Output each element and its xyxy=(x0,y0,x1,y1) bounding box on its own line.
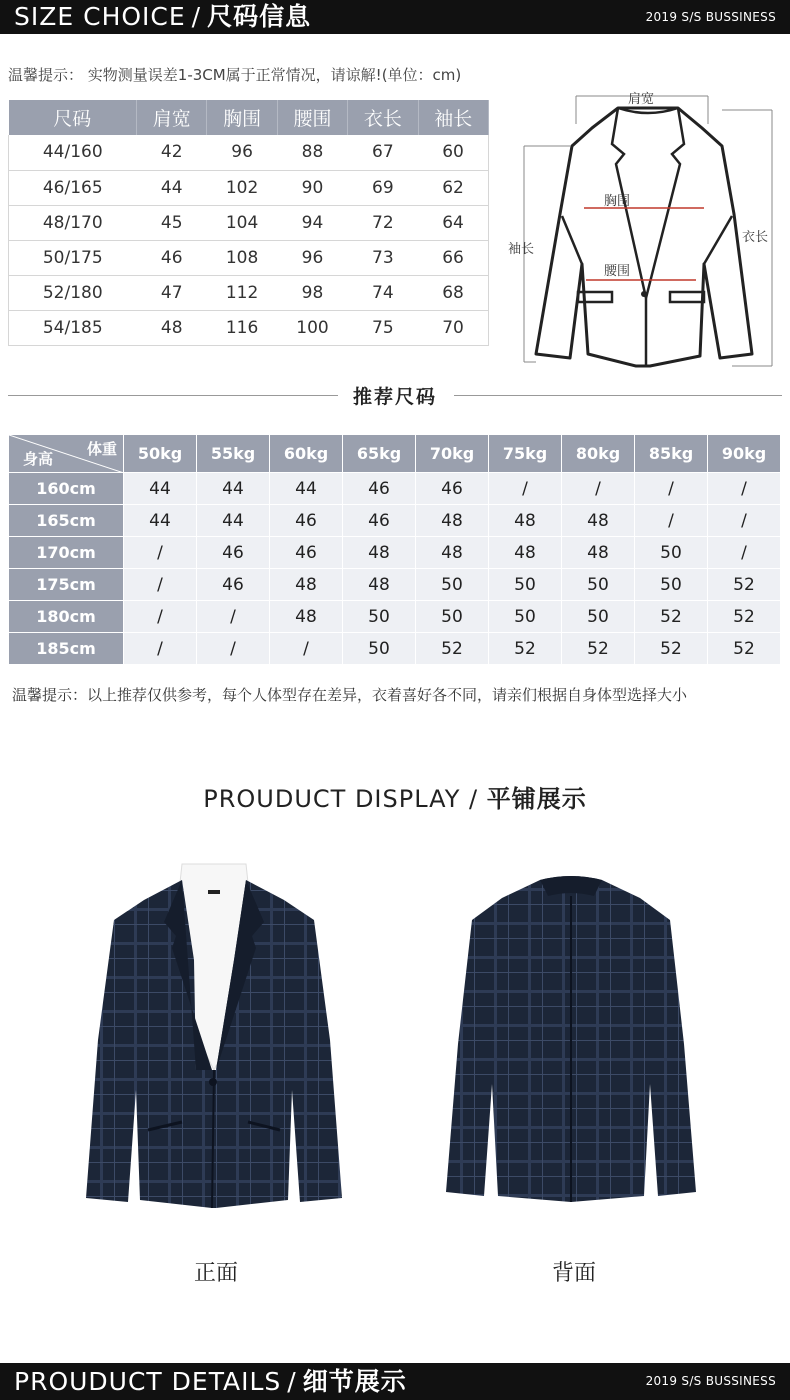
jacket-back-icon xyxy=(444,874,698,1204)
recommend-cell: 50 xyxy=(343,633,416,665)
height-row-header: 170cm xyxy=(9,537,124,569)
recommend-cell: / xyxy=(635,505,708,537)
recommend-cell: 48 xyxy=(270,569,343,601)
height-row-header: 165cm xyxy=(9,505,124,537)
weight-header: 65kg xyxy=(343,435,416,473)
recommend-cell: / xyxy=(197,601,270,633)
recommend-cell: 52 xyxy=(708,569,781,601)
recommend-cell: 48 xyxy=(562,505,635,537)
size-cell: 96 xyxy=(207,135,277,170)
weight-header: 90kg xyxy=(708,435,781,473)
table-row xyxy=(9,633,781,665)
recommend-cell: 50 xyxy=(489,569,562,601)
recommend-cell: 50 xyxy=(635,569,708,601)
recommend-cell: / xyxy=(635,473,708,505)
weight-header: 70kg xyxy=(416,435,489,473)
table-row xyxy=(9,275,489,310)
size-cell: 102 xyxy=(207,170,277,205)
size-cell: 112 xyxy=(207,275,277,310)
size-cell: 62 xyxy=(418,170,488,205)
recommend-title: 推荐尺码 xyxy=(352,386,437,408)
recommend-cell: 46 xyxy=(197,537,270,569)
bottom-banner-title-cn: 细节展示 xyxy=(302,1367,407,1396)
height-row-header: 185cm xyxy=(9,633,124,665)
recommend-cell: 50 xyxy=(562,601,635,633)
table-row xyxy=(9,537,781,569)
recommend-cell: 44 xyxy=(197,505,270,537)
recommend-cell: 46 xyxy=(343,505,416,537)
size-cell: 46 xyxy=(137,240,207,275)
banner-brand: 2019 S/S BUSSINESS xyxy=(645,10,776,24)
size-cell: 68 xyxy=(418,275,488,310)
recommend-cell: 50 xyxy=(489,601,562,633)
size-cell: 70 xyxy=(418,310,488,345)
size-cell: 98 xyxy=(277,275,347,310)
table-row xyxy=(9,473,781,505)
size-cell: 75 xyxy=(348,310,418,345)
jacket-back-image xyxy=(444,874,698,1204)
size-cell: 96 xyxy=(277,240,347,275)
size-tip: 温馨提示： 实物测量误差1-3CM属于正常情况，请谅解!(单位：cm) xyxy=(8,66,462,84)
weight-header: 60kg xyxy=(270,435,343,473)
recommend-cell: 50 xyxy=(343,601,416,633)
size-cell: 52/180 xyxy=(9,275,137,310)
bottom-banner-title-en: PROUDUCT DETAILS xyxy=(14,1367,282,1396)
size-cell: 47 xyxy=(137,275,207,310)
back-label: 背面 xyxy=(551,1261,596,1286)
banner-slash: / xyxy=(191,2,202,31)
recommend-cell: / xyxy=(124,601,197,633)
size-header-cell: 衣长 xyxy=(348,100,418,135)
recommend-cell: 52 xyxy=(708,633,781,665)
size-table xyxy=(8,100,489,346)
recommend-cell: 48 xyxy=(562,537,635,569)
recommend-cell: 50 xyxy=(416,569,489,601)
size-cell: 67 xyxy=(348,135,418,170)
front-label: 正面 xyxy=(193,1261,238,1286)
display-title xyxy=(0,779,790,814)
size-cell: 73 xyxy=(348,240,418,275)
size-cell: 42 xyxy=(137,135,207,170)
display-title-cn: 平铺展示 xyxy=(486,785,587,813)
recommend-cell: 50 xyxy=(635,537,708,569)
top-banner xyxy=(0,0,790,34)
size-cell: 46/165 xyxy=(9,170,137,205)
size-cell: 88 xyxy=(277,135,347,170)
table-row xyxy=(9,135,489,170)
size-cell: 74 xyxy=(348,275,418,310)
height-row-header: 160cm xyxy=(9,473,124,505)
size-header-cell: 袖长 xyxy=(418,100,488,135)
size-cell: 108 xyxy=(207,240,277,275)
size-cell: 69 xyxy=(348,170,418,205)
recommend-cell: 44 xyxy=(197,473,270,505)
recommend-cell: / xyxy=(489,473,562,505)
recommend-cell: / xyxy=(562,473,635,505)
size-header-cell: 腰围 xyxy=(277,100,347,135)
recommend-cell: 46 xyxy=(270,505,343,537)
weight-header: 85kg xyxy=(635,435,708,473)
jacket-front-image xyxy=(84,860,344,1215)
jacket-measurement-diagram xyxy=(500,84,790,374)
display-title-en: PROUDUCT DISPLAY xyxy=(203,785,461,813)
size-cell: 64 xyxy=(418,205,488,240)
size-cell: 116 xyxy=(207,310,277,345)
recommend-cell: 48 xyxy=(416,537,489,569)
table-row xyxy=(9,310,489,345)
recommend-cell: / xyxy=(270,633,343,665)
recommend-cell: / xyxy=(708,473,781,505)
recommend-cell: 48 xyxy=(343,537,416,569)
table-row xyxy=(9,569,781,601)
recommend-table xyxy=(8,434,781,665)
size-cell: 48/170 xyxy=(9,205,137,240)
recommend-cell: 44 xyxy=(124,505,197,537)
recommend-cell: 52 xyxy=(635,601,708,633)
bottom-banner-slash: / xyxy=(287,1367,297,1396)
diagram-label-length: 衣长 xyxy=(742,230,769,245)
size-cell: 60 xyxy=(418,135,488,170)
size-table-header xyxy=(9,100,489,135)
recommend-cell: 46 xyxy=(416,473,489,505)
bottom-banner-brand: 2019 S/S BUSSINESS xyxy=(645,1374,776,1388)
recommend-cell: / xyxy=(124,537,197,569)
recommend-cell: / xyxy=(124,633,197,665)
recommend-cell: 52 xyxy=(562,633,635,665)
weight-header: 80kg xyxy=(562,435,635,473)
table-row xyxy=(9,240,489,275)
corner-height-label: 身高 xyxy=(23,450,54,468)
size-cell: 90 xyxy=(277,170,347,205)
weight-header: 75kg xyxy=(489,435,562,473)
recommend-cell: 52 xyxy=(489,633,562,665)
recommend-cell: 48 xyxy=(270,601,343,633)
banner-title-en: SIZE CHOICE xyxy=(14,2,186,31)
display-slash: / xyxy=(469,785,479,813)
recommend-cell: 44 xyxy=(124,473,197,505)
size-cell: 100 xyxy=(277,310,347,345)
size-cell: 66 xyxy=(418,240,488,275)
size-cell: 50/175 xyxy=(9,240,137,275)
size-cell: 72 xyxy=(348,205,418,240)
bottom-banner xyxy=(0,1363,790,1400)
recommend-section-title xyxy=(0,382,790,410)
bottom-banner-title xyxy=(14,1363,407,1400)
recommend-cell: 50 xyxy=(562,569,635,601)
weight-header: 50kg xyxy=(124,435,197,473)
size-header-cell: 肩宽 xyxy=(137,100,207,135)
recommend-cell: 46 xyxy=(343,473,416,505)
recommend-cell: 52 xyxy=(708,601,781,633)
size-header-cell: 尺码 xyxy=(9,100,137,135)
size-header-cell: 胸围 xyxy=(207,100,277,135)
corner-weight-label: 体重 xyxy=(86,440,117,458)
size-cell: 44/160 xyxy=(9,135,137,170)
recommend-cell: 48 xyxy=(489,505,562,537)
size-cell: 104 xyxy=(207,205,277,240)
recommend-cell: / xyxy=(708,537,781,569)
size-cell: 54/185 xyxy=(9,310,137,345)
recommend-cell: 44 xyxy=(270,473,343,505)
height-row-header: 180cm xyxy=(9,601,124,633)
size-cell: 94 xyxy=(277,205,347,240)
recommend-cell: / xyxy=(708,505,781,537)
weight-header: 55kg xyxy=(197,435,270,473)
height-row-header: 175cm xyxy=(9,569,124,601)
diagram-label-shoulder: 肩宽 xyxy=(628,92,655,107)
banner-title xyxy=(14,0,311,34)
recommend-cell: 48 xyxy=(343,569,416,601)
recommend-header-row xyxy=(9,435,781,473)
recommend-cell: 50 xyxy=(416,601,489,633)
banner-title-cn: 尺码信息 xyxy=(207,2,312,31)
recommend-cell: 48 xyxy=(489,537,562,569)
table-row xyxy=(9,205,489,240)
recommend-table-body xyxy=(9,473,781,665)
table-row xyxy=(9,601,781,633)
recommend-cell: 52 xyxy=(635,633,708,665)
diagram-label-sleeve: 袖长 xyxy=(508,242,535,257)
size-cell: 45 xyxy=(137,205,207,240)
recommend-tip: 温馨提示：以上推荐仅供参考，每个人体型存在差异，衣着喜好各不同，请亲们根据自身体型选择大小 xyxy=(12,686,688,704)
diagram-label-waist: 腰围 xyxy=(604,264,631,279)
recommend-cell: 48 xyxy=(416,505,489,537)
diagram-label-chest: 胸围 xyxy=(604,194,631,209)
recommend-cell: / xyxy=(197,633,270,665)
recommend-cell: 46 xyxy=(197,569,270,601)
corner-cell xyxy=(9,435,124,473)
recommend-cell: / xyxy=(124,569,197,601)
size-cell: 44 xyxy=(137,170,207,205)
table-row xyxy=(9,170,489,205)
recommend-cell: 52 xyxy=(416,633,489,665)
table-row xyxy=(9,505,781,537)
recommend-cell: 46 xyxy=(270,537,343,569)
jacket-front-icon xyxy=(84,860,344,1215)
size-cell: 48 xyxy=(137,310,207,345)
